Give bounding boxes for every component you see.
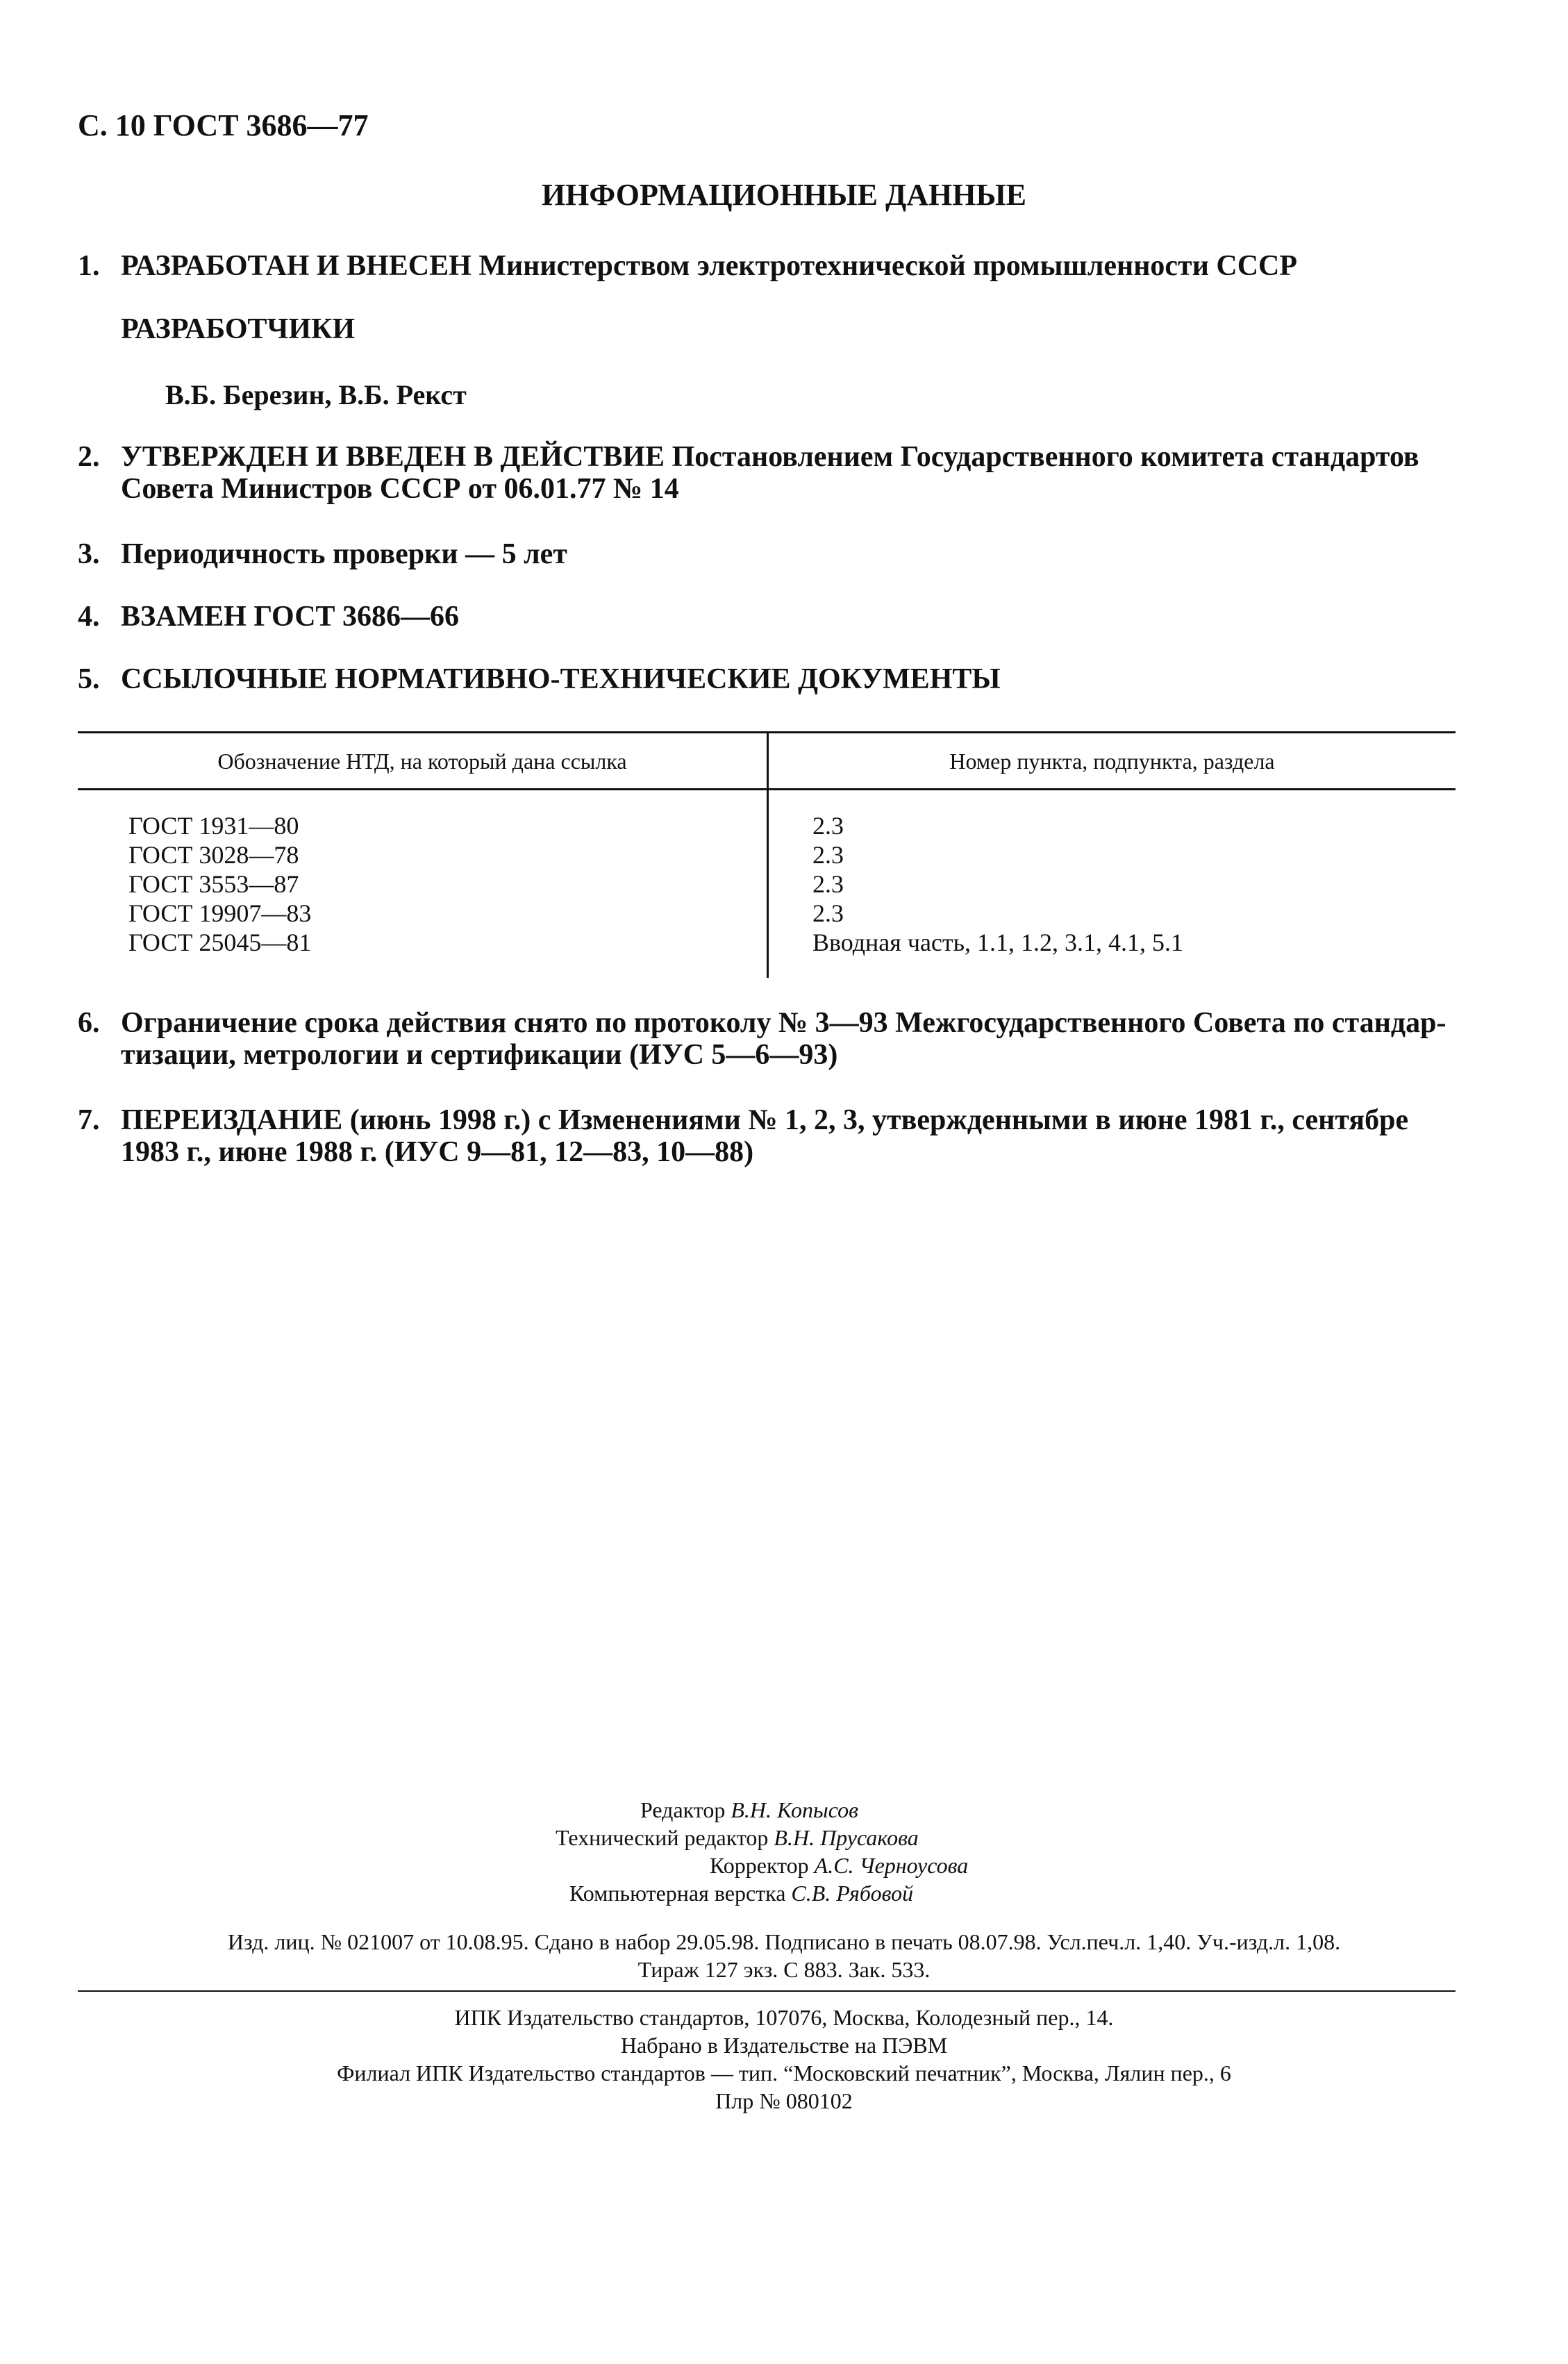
item-6-continuation: тизации, метрологии и сертификации (ИУС 5—6—93) <box>121 1039 838 1071</box>
item-2-continuation: Совета Министров СССР от 06.01.77 № 14 <box>121 473 679 505</box>
item-number: 6. <box>78 1007 100 1039</box>
developers-names: В.Б. Березин, В.Б. Рекст <box>165 379 467 410</box>
item-number: 2. <box>78 441 100 473</box>
item-text: Постановлением Государственного комитета стандартов <box>665 441 1419 473</box>
developers-label: РАЗРАБОТЧИКИ <box>121 313 356 345</box>
item-number: 1. <box>78 250 100 282</box>
item-1 <box>78 250 1297 282</box>
item-number: 3. <box>78 538 100 570</box>
credit-corrector <box>710 1851 968 1879</box>
page-header: С. 10 ГОСТ 3686—77 <box>78 108 369 142</box>
credit-name: В.Н. Копысов <box>731 1797 858 1822</box>
table-cell-doc: ГОСТ 25045—81 <box>128 929 312 956</box>
credit-editor <box>640 1796 858 1824</box>
item-7 <box>78 1104 1408 1136</box>
credit-role: Технический редактор <box>556 1825 769 1850</box>
item-4 <box>78 601 459 633</box>
table-cell-ref: Вводная часть, 1.1, 1.2, 3.1, 4.1, 5.1 <box>812 929 1184 956</box>
footer-rule <box>78 1990 1456 1992</box>
credit-name: В.Н. Прусакова <box>774 1825 919 1850</box>
credit-name: С.В. Рябовой <box>791 1881 914 1906</box>
item-number: 4. <box>78 601 100 633</box>
table-cell-doc: ГОСТ 19907—83 <box>128 899 312 927</box>
item-lead: УТВЕРЖДЕН И ВВЕДЕН В ДЕЙСТВИЕ <box>121 441 665 473</box>
table-cell-ref: 2.3 <box>812 899 844 927</box>
item-3 <box>78 538 567 570</box>
publisher-line-4: Плр № 080102 <box>715 2088 853 2113</box>
item-lead: ССЫЛОЧНЫЕ НОРМАТИВНО-ТЕХНИЧЕСКИЕ ДОКУМЕНТЫ <box>121 663 1001 695</box>
publisher-line-2: Набрано в Издательстве на ПЭВМ <box>620 2033 948 2058</box>
table-cell-ref: 2.3 <box>812 841 844 869</box>
publisher-line-1: ИПК Издательство стандартов, 107076, Москва, Колодезный пер., 14. <box>454 2005 1114 2030</box>
table-cell-doc: ГОСТ 3553—87 <box>128 870 299 898</box>
item-2 <box>78 441 1419 473</box>
table-header-doc: Обозначение НТД, на который дана ссылка <box>217 749 627 774</box>
table-cell-ref: 2.3 <box>812 812 844 840</box>
item-lead: РАЗРАБОТАН И ВНЕСЕН <box>121 250 472 282</box>
page-title: ИНФОРМАЦИОННЫЕ ДАННЫЕ <box>541 178 1027 212</box>
item-lead: ВЗАМЕН ГОСТ 3686—66 <box>121 601 460 633</box>
print-info-line-2: Тираж 127 экз. С 883. Зак. 533. <box>637 1957 931 1982</box>
table-header-ref: Номер пункта, подпункта, раздела <box>949 749 1275 774</box>
credit-role: Редактор <box>640 1797 726 1822</box>
credit-name: А.С. Черноусова <box>814 1853 969 1878</box>
table-cell-doc: ГОСТ 1931—80 <box>128 812 299 840</box>
credit-tech-editor <box>556 1824 919 1851</box>
publisher-line-3: Филиал ИПК Издательство стандартов — тип. “Московский печатник”, Москва, Лялин пер., 6 <box>337 2061 1231 2086</box>
item-number: 5. <box>78 663 100 695</box>
credit-role: Компьютерная верстка <box>569 1881 786 1906</box>
item-lead: ПЕРЕИЗДАНИЕ (июнь 1998 г.) с Изменениями № 1, 2, 3, утвержденными в июне 1981 г., сентябре <box>121 1104 1409 1136</box>
item-lead: Периодичность проверки — 5 лет <box>121 538 567 570</box>
item-5 <box>78 663 1001 695</box>
item-6 <box>78 1007 1446 1039</box>
credit-layout <box>569 1879 913 1907</box>
item-7-continuation: 1983 г., июне 1988 г. (ИУС 9—81, 12—83, 10—88) <box>121 1136 754 1168</box>
credit-role: Корректор <box>710 1853 809 1878</box>
table-cell-ref: 2.3 <box>812 870 844 898</box>
table-cell-doc: ГОСТ 3028—78 <box>128 841 299 869</box>
item-number: 7. <box>78 1104 100 1136</box>
item-lead: Ограничение срока действия снято по протоколу № 3—93 Межгосударственного Совета по стандар- <box>121 1007 1446 1039</box>
item-text: Министерством электротехнической промышленности СССР <box>471 250 1298 282</box>
print-info-line-1: Изд. лиц. № 021007 от 10.08.95. Сдано в набор 29.05.98. Подписано в печать 08.07.98. Усл.печ.л. 1,40. Уч.-изд.л. 1,08. <box>227 1929 1341 1954</box>
